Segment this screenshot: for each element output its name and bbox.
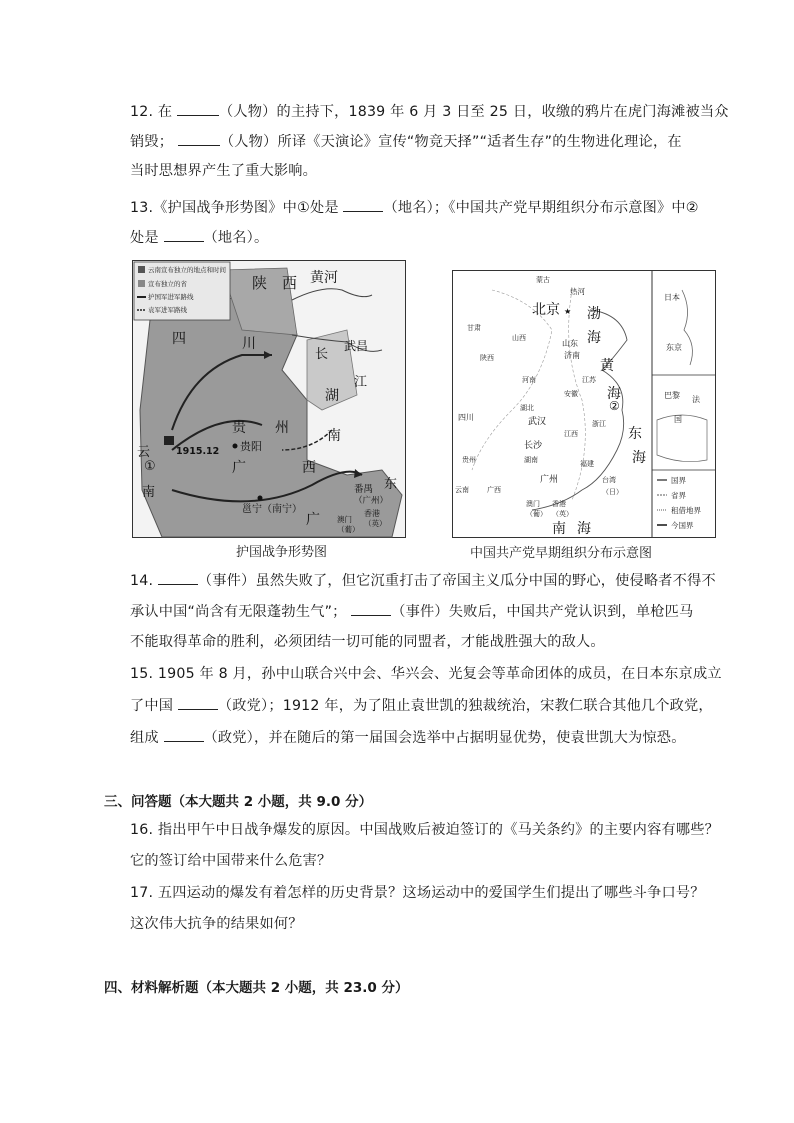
label-shandong: 山东 (562, 339, 578, 348)
label-zhou: 州 (275, 420, 289, 436)
label-yun: 云 (137, 445, 151, 460)
label-jiangxi: 江西 (564, 430, 578, 438)
label-hubei: 湖北 (520, 404, 534, 412)
label-riben: 日本 (664, 293, 680, 302)
huguo-war-map-svg (132, 260, 406, 538)
label-beijing: 北京 (532, 302, 560, 318)
q13-blank-2[interactable] (164, 227, 204, 242)
label-dong-sea: 东 (628, 426, 642, 442)
label-sichuan: 四川 (458, 413, 474, 422)
label-hai2: 海 (607, 386, 621, 402)
label-guangzhou: 广州 (540, 475, 559, 485)
label-huanghe: 黄河 (310, 270, 338, 286)
label-aomen-map1: 澳门 (337, 515, 352, 524)
label-xi: 西 (302, 460, 316, 476)
legend2-item-3: 租借地界 (671, 506, 701, 515)
guiyang-dot-icon (233, 444, 238, 449)
label-yunnan: 云南 (455, 486, 469, 494)
label-jiangsu: 江苏 (582, 376, 596, 384)
q17-line-2: 这次伟大抗争的结果如何？ (130, 916, 303, 932)
label-xianggang-map2: 香港 (552, 500, 566, 508)
label-guizhou: 贵州 (462, 456, 476, 464)
yunnan-marker-icon (164, 436, 174, 445)
label-gansu: 甘肃 (467, 324, 481, 332)
legend-item-2: 宣布独立的省 (148, 280, 187, 288)
label-panyu: 番禺 (354, 484, 374, 495)
legend2-item-4: 今国界 (671, 521, 694, 530)
label-ri: （日） (602, 488, 623, 496)
label-jinan: 济南 (564, 351, 580, 360)
legend-item-1: 云南宣布独立的地点和时间 (148, 266, 226, 274)
legend-swatch-icon (138, 280, 145, 287)
label-pu-map2: （葡） (526, 510, 547, 518)
q14-blank-1[interactable] (158, 570, 198, 585)
q12-line-2: 销毁； （人物）所译《天演论》宣传“物竞天择”“适者生存”的生物进化理论，在 (130, 131, 682, 152)
label-wuchang: 武昌 (344, 339, 369, 353)
label-shaanxi-b: 西 (282, 274, 298, 292)
label-shaanxi: 陕西 (480, 354, 494, 362)
legend-item-4: 袁军进军路线 (148, 306, 187, 314)
label-circle-1: ① (144, 459, 156, 474)
label-guangzhou-map1: （广州） (354, 496, 389, 506)
label-changsha: 长沙 (524, 441, 543, 451)
q14-line-3: 不能取得革命的胜利，必须团结一切可能的同盟者，才能战胜强大的敌人。 (130, 634, 605, 650)
ccp-map-caption: 中国共产党早期组织分布示意图 (470, 546, 653, 561)
label-shanxi: 山西 (512, 334, 526, 342)
nanning-dot-icon (258, 496, 263, 501)
label-taiwan: 台湾 (602, 476, 616, 484)
label-sichuan-a: 四 (172, 331, 186, 347)
label-aomen-map2: 澳门 (526, 500, 540, 508)
label-hunan: 湖南 (524, 456, 538, 464)
legend-item-3: 护国军进军路线 (148, 293, 194, 301)
q13-line-2: 处是 （地名）。 (130, 227, 268, 248)
label-xianggang-map1: 香港 (364, 509, 380, 518)
label-rehe: 热河 (570, 287, 585, 296)
q15-blank-1[interactable] (178, 695, 218, 710)
q13-blank-1[interactable] (343, 197, 383, 212)
legend-marker-icon (138, 266, 145, 273)
label-hunan-b: 南 (327, 428, 341, 444)
label-nan-sea: 南 (552, 521, 566, 537)
q15-line-2: 了中国 （政党）；1912 年，为了阻止袁世凯的独裁统治，宋教仁联合其他几个政党， (130, 695, 713, 716)
label-jiang: 江 (354, 375, 368, 390)
q16-line-2: 它的签订给中国带来什么危害？ (130, 853, 332, 869)
q13-line-1: 13.《护国战争形势图》中①处是 （地名）；《中国共产党早期组织分布示意图》中② (130, 197, 699, 218)
legend2-item-1: 国界 (671, 476, 686, 485)
q15-blank-2[interactable] (164, 727, 204, 742)
label-bali: 巴黎 (664, 391, 680, 400)
label-pu-map1: （葡） (337, 525, 360, 534)
label-hai4: 海 (577, 521, 591, 537)
label-yongning: 邕宁（南宁） (242, 504, 302, 515)
q16-line-1: 16. 指出甲午中日战争爆发的原因。中国战败后被迫签订的《马关条约》的主要内容有哪些？ (130, 822, 720, 838)
label-ying-map2: （英） (552, 510, 573, 518)
label-zhejiang: 浙江 (592, 420, 606, 428)
q15-line-1: 15. 1905 年 8 月，孙中山联合兴中会、华兴会、光复会等革命团体的成员，在日本东京成立 (130, 666, 722, 682)
label-gui: 贵 (232, 420, 246, 436)
ccp-early-map (452, 270, 716, 538)
section-3-heading: 三、问答题（本大题共 2 小题，共 9.0 分） (104, 794, 373, 810)
q12-blank-1[interactable] (177, 101, 219, 116)
q17-line-1: 17. 五四运动的爆发有着怎样的历史背景？这场运动中的爱国学生们提出了哪些斗争口号？ (130, 885, 705, 901)
label-nan: 南 (142, 485, 156, 500)
beijing-star-icon: ★ (564, 307, 572, 316)
q14-line-2: 承认中国“尚含有无限蓬勃生气”； （事件）失败后，中国共产党认识到，单枪匹马 (130, 601, 693, 622)
q14-line-1: 14. （事件）虽然失败了，但它沉重打击了帝国主义瓜分中国的野心，使侵略者不得不 (130, 570, 716, 591)
label-hai3: 海 (632, 450, 646, 466)
label-top-region: 蒙古 (536, 276, 550, 284)
huguo-war-map (132, 260, 406, 538)
label-huang: 黄 (600, 358, 614, 374)
label-ying-map1: （英） (364, 519, 387, 528)
q12-blank-2[interactable] (178, 131, 220, 146)
label-dong: 东 (384, 477, 398, 492)
label-sichuan-b: 川 (242, 336, 256, 352)
huguo-map-caption: 护国战争形势图 (236, 545, 328, 560)
ccp-early-map-svg (452, 270, 716, 538)
label-dongjing: 东京 (666, 343, 682, 352)
label-circle-2: ② (609, 399, 620, 413)
label-bo: 渤 (587, 306, 601, 322)
q12-line-3: 当时思想界产生了重大影响。 (130, 163, 318, 179)
label-henan: 河南 (522, 376, 536, 384)
q15-line-3: 组成 （政党），并在随后的第一届国会选举中占据明显优势，使袁世凯大为惊恐。 (130, 727, 686, 748)
label-hunan-a: 湖 (325, 388, 339, 404)
q12-line-1: 12. 在 （人物）的主持下，1839 年 6 月 3 日至 25 日，收缴的鸦片在虎门海滩被当众 (130, 101, 729, 122)
label-date: 1915.12 (176, 446, 220, 457)
label-guangxi: 广西 (487, 486, 501, 494)
q14-blank-2[interactable] (351, 601, 391, 616)
label-fujian: 福建 (580, 460, 594, 468)
label-guang2: 广 (306, 512, 320, 528)
label-hai1: 海 (587, 330, 601, 346)
label-guang1: 广 (232, 460, 246, 476)
legend2-item-2: 省界 (671, 491, 686, 500)
label-wuhan: 武汉 (528, 417, 547, 427)
label-fa: 法 (692, 395, 700, 404)
label-shaanxi-a: 陕 (252, 274, 268, 292)
label-chang: 长 (315, 347, 329, 362)
section-4-heading: 四、材料解析题（本大题共 2 小题，共 23.0 分） (104, 980, 409, 996)
label-guiyang: 贵阳 (240, 440, 262, 453)
label-anhui: 安徽 (564, 390, 578, 398)
label-guo: 国 (674, 415, 682, 424)
